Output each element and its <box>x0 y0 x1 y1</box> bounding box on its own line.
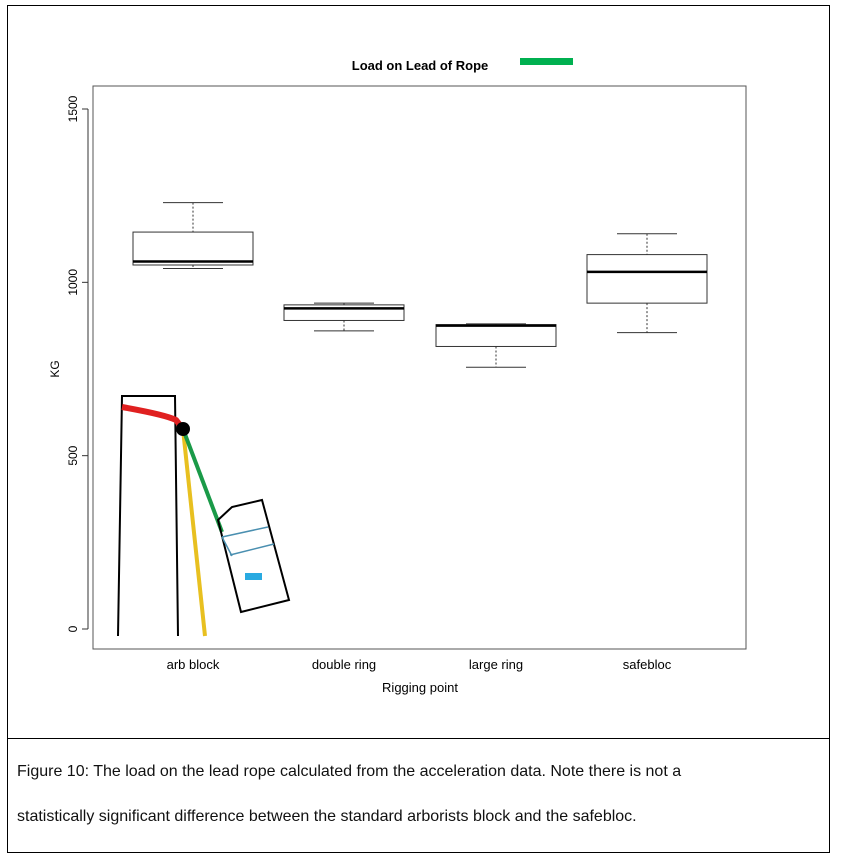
rigging-diagram <box>118 396 289 636</box>
box-double-ring <box>284 303 404 331</box>
legend-swatch <box>520 58 573 65</box>
blue-indicator <box>245 573 262 580</box>
x-tick-label: safebloc <box>622 657 672 672</box>
x-tick-label: large ring <box>468 657 524 672</box>
chart-title: Load on Lead of Rope <box>351 58 489 73</box>
block-outline <box>218 500 289 612</box>
y-tick-label: 0 <box>66 625 80 633</box>
block-sheave-line <box>230 544 274 555</box>
block-sheave-line <box>222 527 268 537</box>
x-axis-label: Rigging point <box>382 680 458 695</box>
x-tick-label: double ring <box>311 657 377 672</box>
boxplot-series <box>133 203 707 368</box>
plot-area <box>93 86 746 649</box>
iqr-box <box>133 232 253 265</box>
tree-stem-outline <box>118 396 178 636</box>
red-rope-segment <box>122 407 183 429</box>
box-large-ring <box>436 324 556 367</box>
y-axis-ticks <box>66 95 88 632</box>
y-tick-label: 500 <box>66 445 80 466</box>
box-arb-block <box>133 203 253 269</box>
iqr-box <box>587 255 707 304</box>
x-tick-label: arb block <box>166 657 220 672</box>
y-tick-label: 1000 <box>66 268 80 296</box>
y-tick-label: 1500 <box>66 95 80 123</box>
y-axis-label: KG <box>48 360 62 378</box>
figure-caption-line-1: Figure 10: The load on the lead rope calculated from the acceleration data. Note there is not a <box>17 763 682 780</box>
pulley-point <box>176 422 190 436</box>
x-axis-labels <box>167 657 672 672</box>
figure-caption-line-2: statistically significant difference between the standard arborists block and the safebloc. <box>17 808 637 825</box>
box-safebloc <box>587 234 707 333</box>
iqr-box <box>436 325 556 347</box>
